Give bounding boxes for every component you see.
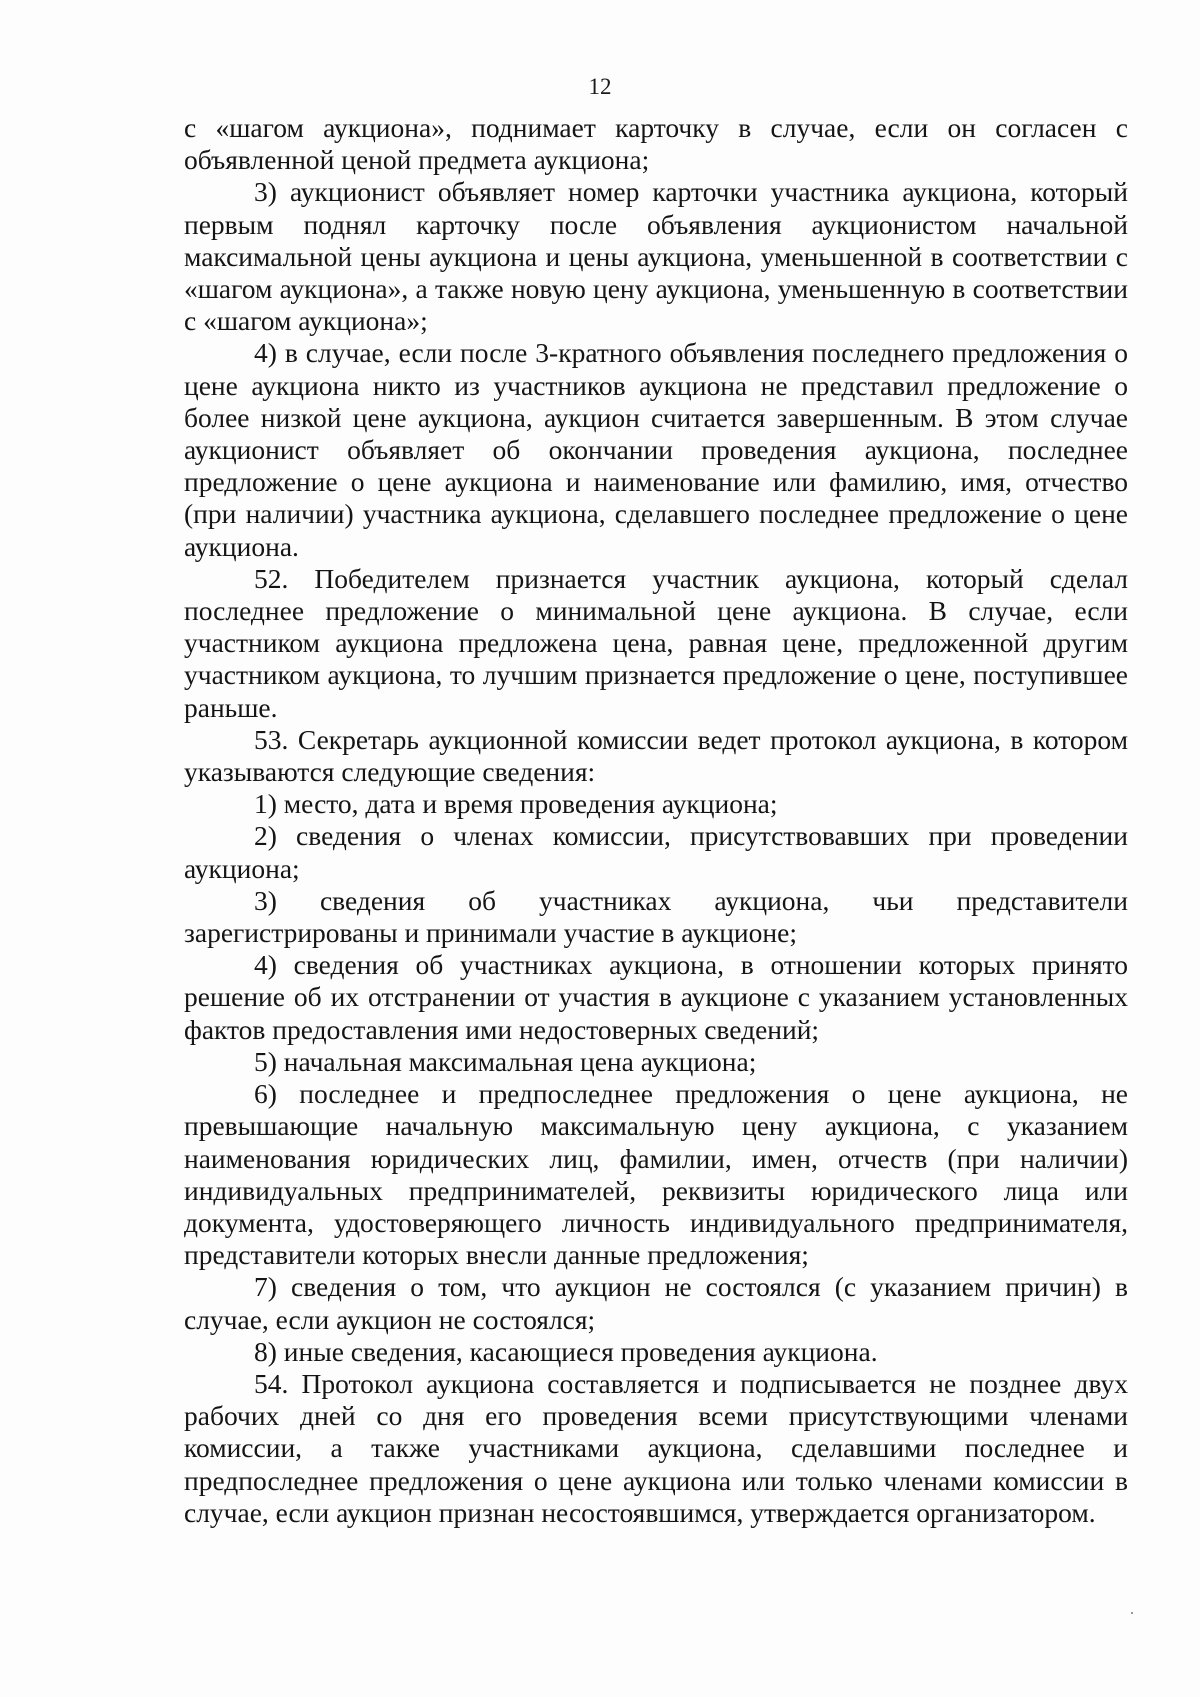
paragraph: 4) сведения об участниках аукциона, в отношении которых принято решение об их отстранении от участия в аукционе с указанием установленных фактов предоставления ими недостоверных сведений; bbox=[184, 949, 1128, 1045]
paragraph: 2) сведения о членах комиссии, присутствовавших при проведении аукциона; bbox=[184, 820, 1128, 884]
scan-speck bbox=[1131, 1612, 1133, 1614]
paragraph: 8) иные сведения, касающиеся проведения аукциона. bbox=[254, 1335, 878, 1367]
paragraph: 52. Победителем признается участник аукциона, который сделал последнее предложение о минимальной цене аукциона. В случае, если участником аукциона предложена цена, равная цене, предложенной другим участником аукциона, то лучшим признается предложение о цене, поступившее раньше. bbox=[184, 562, 1128, 723]
paragraph: 3) сведения об участниках аукциона, чьи представители зарегистрированы и принимали участие в аукционе; bbox=[184, 884, 1128, 949]
paragraph: 7) сведения о том, что аукцион не состоялся (с указанием причин) в случае, если аукцион не состоялся; bbox=[184, 1271, 1128, 1335]
paragraph: 6) последнее и предпоследнее предложения о цене аукциона, не превышающие начальную максимальную цену аукциона, с указанием наименования юридических лиц, фамилии, имен, отчеств (при наличии) индивидуальных предпринимателей, реквизиты юридического лица или документа, удостоверяющего личность индивидуального предпринимателя, представители которых внесли данные предложения; bbox=[184, 1078, 1128, 1271]
paragraph: 1) место, дата и время проведения аукциона; bbox=[254, 788, 778, 820]
document-body bbox=[184, 112, 1128, 1529]
paragraph: 4) в случае, если после 3-кратного объявления последнего предложения о цене аукциона никто из участников аукциона не представил предложение о более низкой цене аукциона, аукцион считается завершенным. В этом случае аукционист объявляет об окончании проведения аукциона, последнее предложение о цене аукциона и наименование или фамилию, имя, отчество (при наличии) участника аукциона, сделавшего последнее предложение о цене аукциона. bbox=[184, 337, 1128, 562]
paragraph: 5) начальная максимальная цена аукциона; bbox=[254, 1045, 757, 1077]
page-number: 12 bbox=[588, 74, 612, 99]
paragraph: 53. Секретарь аукционной комиссии ведет протокол аукциона, в котором указываются следующие сведения: bbox=[184, 723, 1128, 788]
paragraph: 3) аукционист объявляет номер карточки участника аукциона, который первым поднял карточку после объявления аукционистом начальной максимальной цены аукциона и цены аукциона, уменьшенной в соответствии с «шагом аукциона», а также новую цену аукциона, уменьшенную в соответствии с «шагом аукциона»; bbox=[184, 176, 1128, 337]
paragraph: с «шагом аукциона», поднимает карточку в случае, если он согласен с объявленной ценой предмета аукциона; bbox=[184, 112, 1128, 176]
paragraph: 54. Протокол аукциона составляется и подписывается не позднее двух рабочих дней со дня его проведения всеми присутствующими членами комиссии, а также участниками аукциона, сделавшими последнее и предпоследнее предложения о цене аукциона или только членами комиссии в случае, если аукцион признан несостоявшимся, утверждается организатором. bbox=[184, 1367, 1128, 1528]
